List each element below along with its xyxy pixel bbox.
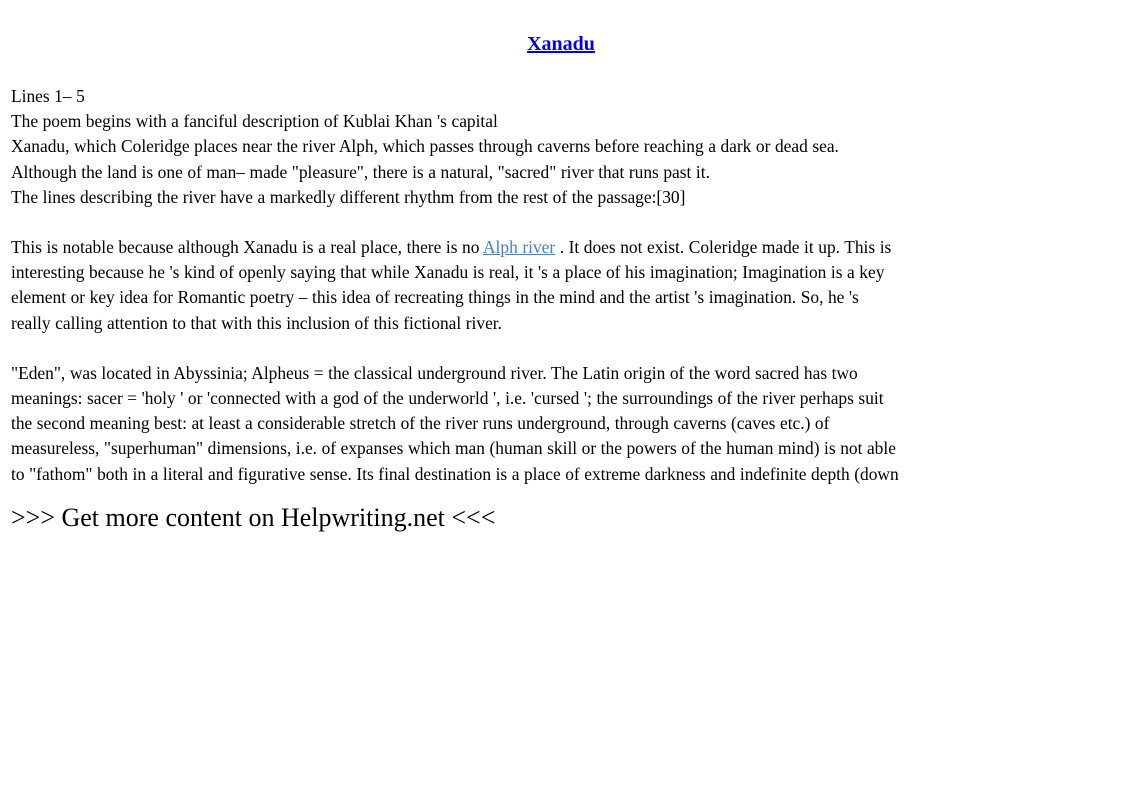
paragraph-line: Although the land is one of man– made "pleasure", there is a natural, "sacred" river that runs past it.: [11, 161, 710, 182]
promo-footer: >>> Get more content on Helpwriting.net <<<: [11, 502, 496, 532]
alph-river-link[interactable]: Alph river: [483, 237, 556, 258]
paragraph-gap: [11, 336, 1111, 361]
paragraph-line: meanings: sacer = 'holy ' or 'connected with a god of the underworld ', i.e. 'cursed '; the surroundings of the river perhaps suit: [11, 388, 884, 409]
document-page: [11, 0, 1111, 533]
paragraph-line: "Eden", was located in Abyssinia; Alpheus = the classical underground river. The Latin origin of the word sacred has two: [11, 362, 858, 383]
paragraph-line: The lines describing the river have a markedly different rhythm from the rest of the passage:[30]: [11, 186, 686, 207]
paragraph-line: the second meaning best: at least a considerable stretch of the river runs underground, through caverns (caves etc.) of: [11, 413, 830, 434]
paragraph-line: interesting because he 's kind of openly saying that while Xanadu is real, it 's a place of his imagination; Imagination is a key: [11, 262, 885, 283]
section-eden: [11, 361, 1111, 487]
title-link[interactable]: Xanadu: [527, 33, 595, 55]
paragraph-line: Lines 1– 5: [11, 86, 85, 106]
paragraph-line: measureless, "superhuman" dimensions, i.e. of expanses which man (human skill or the powers of the human mind) is not able: [11, 438, 896, 459]
paragraph-line: [11, 235, 1111, 260]
paragraph-line: Xanadu, which Coleridge places near the river Alph, which passes through caverns before reaching a dark or dead sea.: [11, 136, 839, 157]
paragraph-line: element or key idea for Romantic poetry – this idea of recreating things in the mind and the artist 's imagination. So, he 's: [11, 287, 859, 308]
title-wrapper: [11, 0, 1111, 58]
paragraph-line: really calling attention to that with this inclusion of this fictional river.: [11, 312, 502, 333]
section-alph-river: [11, 235, 1111, 336]
text-before-link: This is notable because although Xanadu is a real place, there is no: [11, 237, 483, 258]
section-lines-1-5: [11, 84, 1111, 210]
paragraph-gap: [11, 210, 1111, 235]
text-after-link: . It does not exist. Coleridge made it up. This is: [555, 237, 892, 258]
paragraph-line: The poem begins with a fanciful description of Kublai Khan 's capital: [11, 111, 498, 132]
paragraph-line: to "fathom" both in a literal and figurative sense. Its final destination is a place of extreme darkness and indefinite depth (down: [11, 463, 899, 484]
